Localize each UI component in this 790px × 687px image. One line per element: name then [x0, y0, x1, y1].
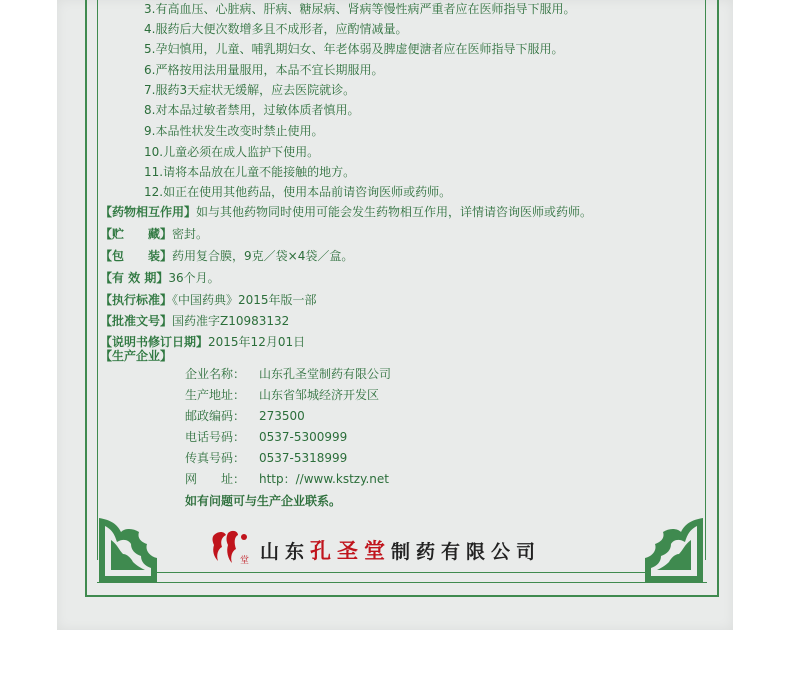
section-approval: [100, 313, 289, 329]
kongshengtang-mark-icon: [208, 527, 254, 567]
precaution-item-9: 9.本品性状发生改变时禁止使用。: [144, 124, 324, 138]
section-validity: [100, 270, 220, 286]
company-name-row: [185, 366, 391, 382]
company-website: http：//www.kstzy.net: [259, 472, 389, 486]
section-label: 【包 装】: [100, 249, 173, 263]
precaution-item-3: 3.有高血压、心脏病、肝病、糖尿病、肾病等慢性病严重者应在医师指导下服用。: [144, 2, 576, 16]
section-label: 【执行标准】: [100, 293, 173, 307]
company-web-row: [185, 471, 389, 487]
precaution-item-10: 10.儿童必须在成人监护下使用。: [144, 145, 320, 159]
brand-prefix: 山东: [260, 541, 311, 563]
section-label: 【药物相互作用】: [100, 205, 197, 219]
section-text: 如与其他药物同时使用可能会发生药物相互作用，详情请咨询医师或药师。: [196, 205, 593, 219]
contact-note: 如有问题可与生产企业联系。: [185, 494, 342, 508]
section-storage: [100, 226, 208, 242]
precaution-item-12: 12.如正在使用其他药品，使用本品前请咨询医师或药师。: [144, 185, 452, 199]
company-phone-row: [185, 429, 347, 445]
field-label: 网 址：: [185, 472, 246, 486]
section-manufacturer: [100, 348, 172, 364]
section-standard: [100, 292, 317, 308]
field-label: 电话号码：: [185, 430, 246, 444]
company-postcode: 273500: [259, 409, 305, 423]
field-label: 邮政编码：: [185, 409, 246, 423]
section-package: [100, 248, 353, 264]
corner-ornament-left: [97, 514, 159, 584]
brand-suffix: 制药有限公司: [391, 541, 542, 563]
border-left-outer: [85, 0, 87, 595]
leaflet-text: [100, 0, 690, 520]
border-bottom-mid: [149, 572, 653, 573]
section-text: 密封。: [172, 227, 209, 241]
brand-core: 孔圣堂: [310, 538, 392, 563]
border-right-inner: [705, 0, 706, 560]
border-right-outer: [717, 0, 719, 595]
corner-ornament-right: [643, 514, 705, 584]
section-text: 《中国药典》2015年版一部: [172, 293, 317, 307]
section-label: 【说明书修订日期】: [100, 335, 209, 349]
section-text: 36个月。: [168, 271, 220, 285]
section-text: 国药准字Z10983132: [172, 314, 290, 328]
company-fax: 0537-5318999: [259, 451, 348, 465]
field-label: 传真号码：: [185, 451, 246, 465]
company-postcode-row: [185, 408, 305, 424]
company-address-row: [185, 387, 379, 403]
precaution-item-4: 4.服药后大便次数增多且不成形者，应酌情减量。: [144, 22, 408, 36]
border-left-inner: [97, 0, 98, 560]
company-name: 山东孔圣堂制药有限公司: [259, 367, 392, 381]
precaution-item-5: 5.孕妇慎用，儿童、哺乳期妇女、年老体弱及脾虚便溏者应在医师指导下服用。: [144, 42, 564, 56]
seal-text: 堂: [240, 556, 250, 566]
section-text: 药用复合膜，9克／袋×4袋／盒。: [172, 249, 354, 263]
border-bottom-inner: [97, 582, 707, 583]
precaution-item-6: 6.严格按用法用量服用，本品不宜长期服用。: [144, 63, 384, 77]
precaution-item-8: 8.对本品过敏者禁用，过敏体质者慎用。: [144, 103, 360, 117]
precaution-item-11: 11.请将本品放在儿童不能接触的地方。: [144, 165, 356, 179]
border-bottom-outer: [85, 595, 719, 597]
section-label: 【贮 藏】: [100, 227, 173, 241]
section-label: 【生产企业】: [100, 349, 173, 363]
company-address: 山东省邹城经济开发区: [259, 388, 380, 402]
section-text: 2015年12月01日: [208, 335, 306, 349]
brand-logo: [208, 527, 598, 567]
company-phone: 0537-5300999: [259, 430, 348, 444]
section-label: 【批准文号】: [100, 314, 173, 328]
field-label: 生产地址：: [185, 388, 246, 402]
brand-name: [260, 535, 541, 565]
precaution-item-7: 7.服药3天症状无缓解，应去医院就诊。: [144, 83, 356, 97]
field-label: 企业名称：: [185, 367, 246, 381]
section-interaction: [100, 204, 592, 220]
company-fax-row: [185, 450, 347, 466]
section-label: 【有 效 期】: [100, 271, 169, 285]
